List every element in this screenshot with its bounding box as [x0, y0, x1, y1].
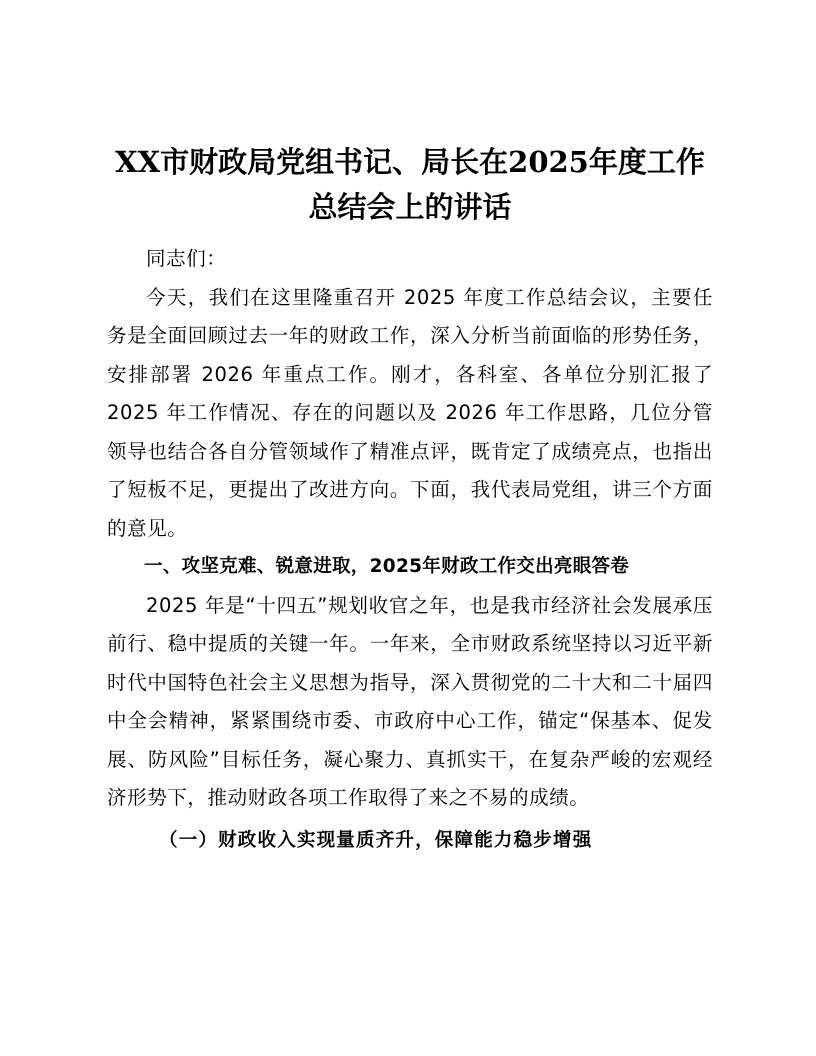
document-title	[107, 140, 713, 230]
title-line-1: XX市财政局党组书记、局长在2025年度工作	[115, 145, 705, 179]
subsection-heading-1: （一）财政收入实现量质齐升，保障能力稳步增强	[159, 829, 593, 851]
section-1-paragraph: 2025 年是“十四五”规划收官之年，也是我市经济社会发展承压前行、稳中提质的关键一年。一年来，全市财政系统坚持以习近平新时代中国特色社会主义思想为指导，深入贯彻党的二十大和二十届四中全会精神，紧紧围绕市委、市政府中心工作，锚定“保基本、促发展、防风险”目标任务，凝心聚力、真抓实干，在复杂严峻的宏观经济形势下，推动财政各项工作取得了来之不易的成绩。	[107, 593, 713, 809]
greeting: 同志们：	[146, 247, 227, 270]
opening-paragraph: 今天，我们在这里隆重召开 2025 年度工作总结会议，主要任务是全面回顾过去一年的财政工作，深入分析当前面临的形势任务，安排部署 2026 年重点工作。刚才，各科室、各单位分别汇报了 2025 年工作情况、存在的问题以及 2026 年工作思路，几位分管领导也结合各自分管领域作了精准点评，既肯定了成绩亮点，也指出了短板不足，更提出了改进方向。下面，我代表局党组，讲三个方面的意见。	[107, 285, 713, 540]
document-page	[107, 140, 713, 860]
section-heading-1: 一、攻坚克难、锐意进取，2025年财政工作交出亮眼答卷	[144, 556, 630, 577]
title-line-2: 总结会上的讲话	[308, 190, 512, 224]
